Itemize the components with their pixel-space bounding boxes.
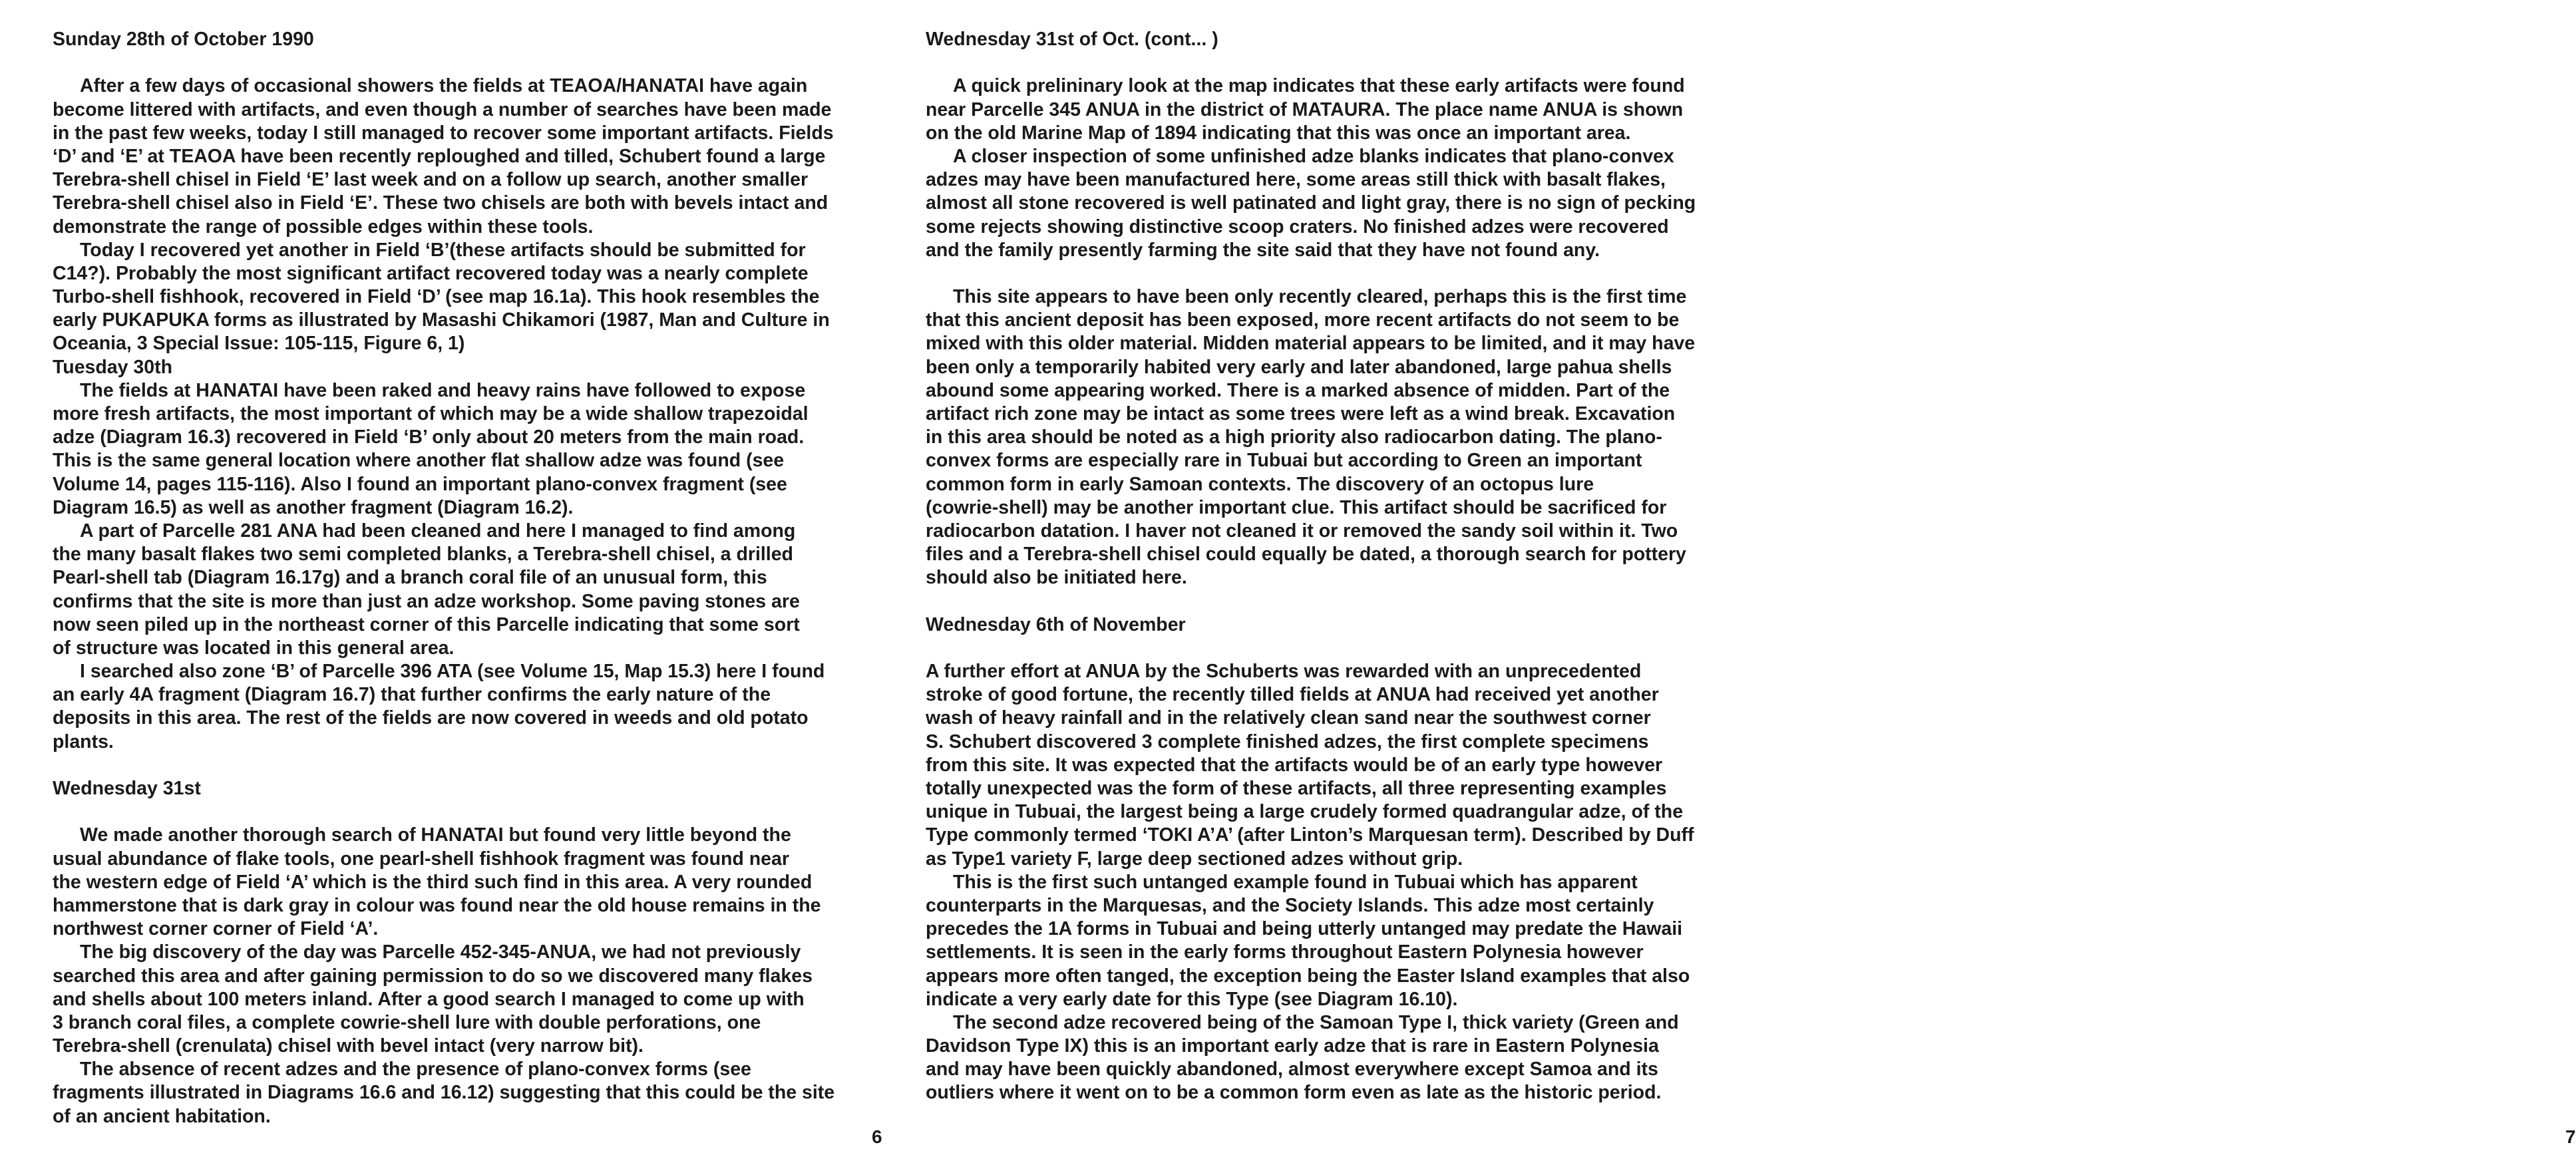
- left-page-text-line: Oceania, 3 Special Issue: 105-115, Figure 6, 1): [53, 333, 465, 355]
- left-page-text-line: The fields at HANATAI have been raked and heavy rains have followed to expose: [80, 379, 806, 401]
- left-page-text-line: searched this area and after gaining permission to do so we discovered many flakes: [53, 965, 813, 987]
- right-page-text-line: appears more often tanged, the exception being the Easter Island examples that also: [926, 965, 1690, 987]
- right-page-text-line: mixed with this older material. Midden material appears to be limited, and it may have: [926, 333, 1696, 355]
- right-page-text-line: convex forms are especially rare in Tubuai but according to Green an important: [926, 450, 1642, 472]
- right-page-text-line: abound some appearing worked. There is a marked absence of midden. Part of the: [926, 379, 1670, 401]
- left-page-text-line: ‘D’ and ‘E’ at TEAOA have been recently reploughed and tilled, Schubert found a large: [53, 145, 826, 167]
- right-page-text-line: indicate a very early date for this Type (see Diagram 16.10).: [926, 988, 1458, 1010]
- right-page-text-line: in this area should be noted as a high priority also radiocarbon dating. The plano-: [926, 426, 1662, 448]
- right-page-text-line: Type commonly termed ‘TOKI A’A’ (after Linton’s Marquesan term). Described by Duff: [926, 824, 1694, 846]
- left-page-text-line: Volume 14, pages 115-116). Also I found an important plano-convex fragment (see: [53, 473, 787, 495]
- right-page: [864, 0, 2576, 1167]
- right-page-text: [926, 28, 1696, 1105]
- left-page-text-line: adze (Diagram 16.3) recovered in Field ‘B’ only about 20 meters from the main road.: [53, 426, 805, 448]
- right-page-text-line: [926, 590, 1696, 613]
- right-page-text-line: almost all stone recovered is well patinated and light gray, there is no sign of pecking: [926, 192, 1696, 214]
- left-page: [0, 0, 882, 1167]
- left-page-text-line: fragments illustrated in Diagrams 16.6 and 16.12) suggesting that this could be the site: [53, 1082, 835, 1104]
- right-page-text-line: S. Schubert discovered 3 complete finished adzes, the first complete specimens: [926, 731, 1649, 752]
- right-page-text-line: and may have been quickly abandoned, almost everywhere except Samoa and its: [926, 1059, 1658, 1081]
- left-page-text-line: of structure was located in this general area.: [53, 637, 455, 659]
- left-page-text-line: now seen piled up in the northeast corner of this Parcelle indicating that some sort: [53, 613, 800, 635]
- right-page-text-line: some rejects showing distinctive scoop craters. No finished adzes were recovered: [926, 216, 1669, 238]
- left-page-text-line: in the past few weeks, today I still managed to recover some important artifacts. Fields: [53, 122, 834, 144]
- left-page-number: 6: [872, 1126, 882, 1147]
- right-page-text-line: from this site. It was expected that the artifacts would be of an early type however: [926, 754, 1663, 776]
- left-page-text-line: the many basalt flakes two semi completed blanks, a Terebra-shell chisel, a drilled: [53, 544, 793, 566]
- right-page-text-line: precedes the 1A forms in Tubuai and being utterly untanged may predate the Hawaii: [926, 918, 1683, 940]
- right-page-text-line: Wednesday 6th of November: [926, 613, 1186, 635]
- right-page-text-line: A further effort at ANUA by the Schuberts was rewarded with an unprecedented: [926, 661, 1642, 683]
- right-page-text-line: totally unexpected was the form of these artifacts, all three representing examples: [926, 778, 1667, 799]
- right-page-text-line: near Parcelle 345 ANUA in the district of MATAURA. The place name ANUA is shown: [926, 98, 1684, 120]
- left-page-text-line: Terebra-shell chisel in Field ‘E’ last week and on a follow up search, another smaller: [53, 169, 809, 191]
- right-page-text-line: as Type1 variety F, large deep sectioned adzes without grip.: [926, 848, 1463, 870]
- left-page-text-line: [53, 800, 834, 824]
- left-page-text-line: early PUKAPUKA forms as illustrated by Masashi Chikamori (1987, Man and Culture in: [53, 309, 830, 331]
- right-page-text-line: unique in Tubuai, the largest being a large crudely formed quadrangular adze, of the: [926, 801, 1684, 823]
- right-page-text-line: outliers where it went on to be a common form even as late as the historic period.: [926, 1082, 1662, 1104]
- left-page-text-line: become littered with artifacts, and even though a number of searches have been made: [53, 98, 832, 120]
- right-page-text-line: The second adze recovered being of the Samoan Type I, thick variety (Green and: [953, 1011, 1679, 1033]
- right-page-text-line: on the old Marine Map of 1894 indicating that this was once an important area.: [926, 122, 1631, 144]
- left-page-text-line: 3 branch coral files, a complete cowrie-shell lure with double perforations, one: [53, 1011, 761, 1033]
- right-page-text-line: radiocarbon datation. I haver not cleaned it or removed the sandy soil within it. Two: [926, 520, 1678, 542]
- right-page-text-line: (cowrie-shell) may be another important clue. This artifact should be sacrificed for: [926, 496, 1667, 518]
- right-page-text-line: adzes may have been manufactured here, some areas still thick with basalt flakes,: [926, 169, 1666, 191]
- left-page-text-line: an early 4A fragment (Diagram 16.7) that further confirms the early nature of the: [53, 684, 771, 706]
- right-page-text-line: Wednesday 31st of Oct. (cont... ): [926, 29, 1218, 50]
- left-page-text-line: confirms that the site is more than just an adze workshop. Some paving stones are: [53, 590, 800, 612]
- left-page-text-line: deposits in this area. The rest of the fields are now covered in weeds and old potato: [53, 707, 809, 729]
- right-page-text-line: This site appears to have been only recently cleared, perhaps this is the first time: [953, 286, 1687, 308]
- right-page-text-line: artifact rich zone may be intact as some trees were left as a wind break. Excavation: [926, 403, 1676, 424]
- left-page-text-line: demonstrate the range of possible edges within these tools.: [53, 216, 594, 238]
- right-page-text-line: A closer inspection of some unfinished adze blanks indicates that plano-convex: [953, 145, 1674, 167]
- left-page-text-line: [53, 754, 834, 777]
- right-page-text-line: [926, 637, 1696, 660]
- left-page-text-line: After a few days of occasional showers the fields at TEAOA/HANATAI have again: [80, 75, 808, 97]
- left-page-text-line: of an ancient habitation.: [53, 1105, 271, 1127]
- left-page-text-line: Turbo-shell fishhook, recovered in Field ‘D’ (see map 16.1a). This hook resembles the: [53, 286, 820, 308]
- right-page-text-line: [926, 262, 1696, 285]
- left-page-text-line: A part of Parcelle 281 ANA had been cleaned and here I managed to find among: [80, 520, 796, 542]
- left-page-text: [53, 28, 834, 1128]
- left-page-text-line: plants.: [53, 731, 114, 752]
- left-page-text-line: This is the same general location where another flat shallow adze was found (see: [53, 450, 785, 472]
- right-page-text-line: that this ancient deposit has been exposed, more recent artifacts do not seem to be: [926, 309, 1680, 331]
- right-page-text-line: should also be initiated here.: [926, 567, 1187, 589]
- right-page-text-line: wash of heavy rainfall and in the relatively clean sand near the southwest corner: [926, 707, 1651, 729]
- left-page-text-line: northwest corner corner of Field ‘A’.: [53, 918, 379, 940]
- left-page-text-line: The absence of recent adzes and the presence of plano-convex forms (see: [80, 1059, 751, 1081]
- right-page-text-line: files and a Terebra-shell chisel could equally be dated, a thorough search for pottery: [926, 544, 1686, 566]
- left-page-text-line: Today I recovered yet another in Field ‘B’(these artifacts should be submitted for: [80, 239, 806, 261]
- right-page-text-line: Davidson Type IX) this is an important early adze that is rare in Eastern Polynesia: [926, 1035, 1659, 1057]
- left-page-text-line: We made another thorough search of HANATAI but found very little beyond the: [80, 824, 791, 846]
- left-page-text-line: Terebra-shell chisel also in Field ‘E’. These two chisels are both with bevels intact and: [53, 192, 828, 214]
- right-page-number: 7: [2565, 1126, 2576, 1147]
- right-page-text-line: common form in early Samoan contexts. The discovery of an octopus lure: [926, 473, 1594, 495]
- right-page-text-line: settlements. It is seen in the early forms throughout Eastern Polynesia however: [926, 941, 1644, 963]
- left-page-text-line: more fresh artifacts, the most important of which may be a wide shallow trapezoidal: [53, 403, 809, 424]
- left-page-text-line: The big discovery of the day was Parcelle 452-345-ANUA, we had not previously: [80, 941, 801, 963]
- left-page-text-line: Wednesday 31st: [53, 778, 201, 799]
- left-page-text-line: usual abundance of flake tools, one pearl-shell fishhook fragment was found near: [53, 848, 789, 870]
- left-page-text-line: I searched also zone ‘B’ of Parcelle 396 ATA (see Volume 15, Map 15.3) here I found: [80, 661, 825, 683]
- left-page-text-line: Pearl-shell tab (Diagram 16.17g) and a branch coral file of an unusual form, this: [53, 567, 767, 589]
- left-page-text-line: and shells about 100 meters inland. After a good search I managed to come up with: [53, 988, 805, 1010]
- left-page-text-line: [53, 51, 834, 75]
- left-page-text-line: hammerstone that is dark gray in colour was found near the old house remains in the: [53, 894, 821, 916]
- left-page-text-line: C14?). Probably the most significant artifact recovered today was a nearly complete: [53, 262, 809, 284]
- right-page-text-line: been only a temporarily habited very early and later abandoned, large pahua shells: [926, 356, 1672, 378]
- left-page-text-line: Diagram 16.5) as well as another fragment (Diagram 16.2).: [53, 496, 574, 518]
- right-page-text-line: stroke of good fortune, the recently tilled fields at ANUA had received yet another: [926, 684, 1659, 706]
- left-page-text-line: the western edge of Field ‘A’ which is the third such find in this area. A very rounded: [53, 871, 813, 893]
- right-page-text-line: [926, 51, 1696, 75]
- right-page-text-line: A quick prelininary look at the map indicates that these early artifacts were found: [953, 75, 1685, 97]
- left-page-text-line: Tuesday 30th: [53, 356, 173, 378]
- right-page-text-line: This is the first such untanged example found in Tubuai which has apparent: [953, 871, 1638, 893]
- right-page-text-line: counterparts in the Marquesas, and the Society Islands. This adze most certainly: [926, 894, 1654, 916]
- left-page-text-line: Sunday 28th of October 1990: [53, 29, 314, 50]
- left-page-text-line: Terebra-shell (crenulata) chisel with bevel intact (very narrow bit).: [53, 1035, 644, 1057]
- right-page-text-line: and the family presently farming the site said that they have not found any.: [926, 239, 1600, 261]
